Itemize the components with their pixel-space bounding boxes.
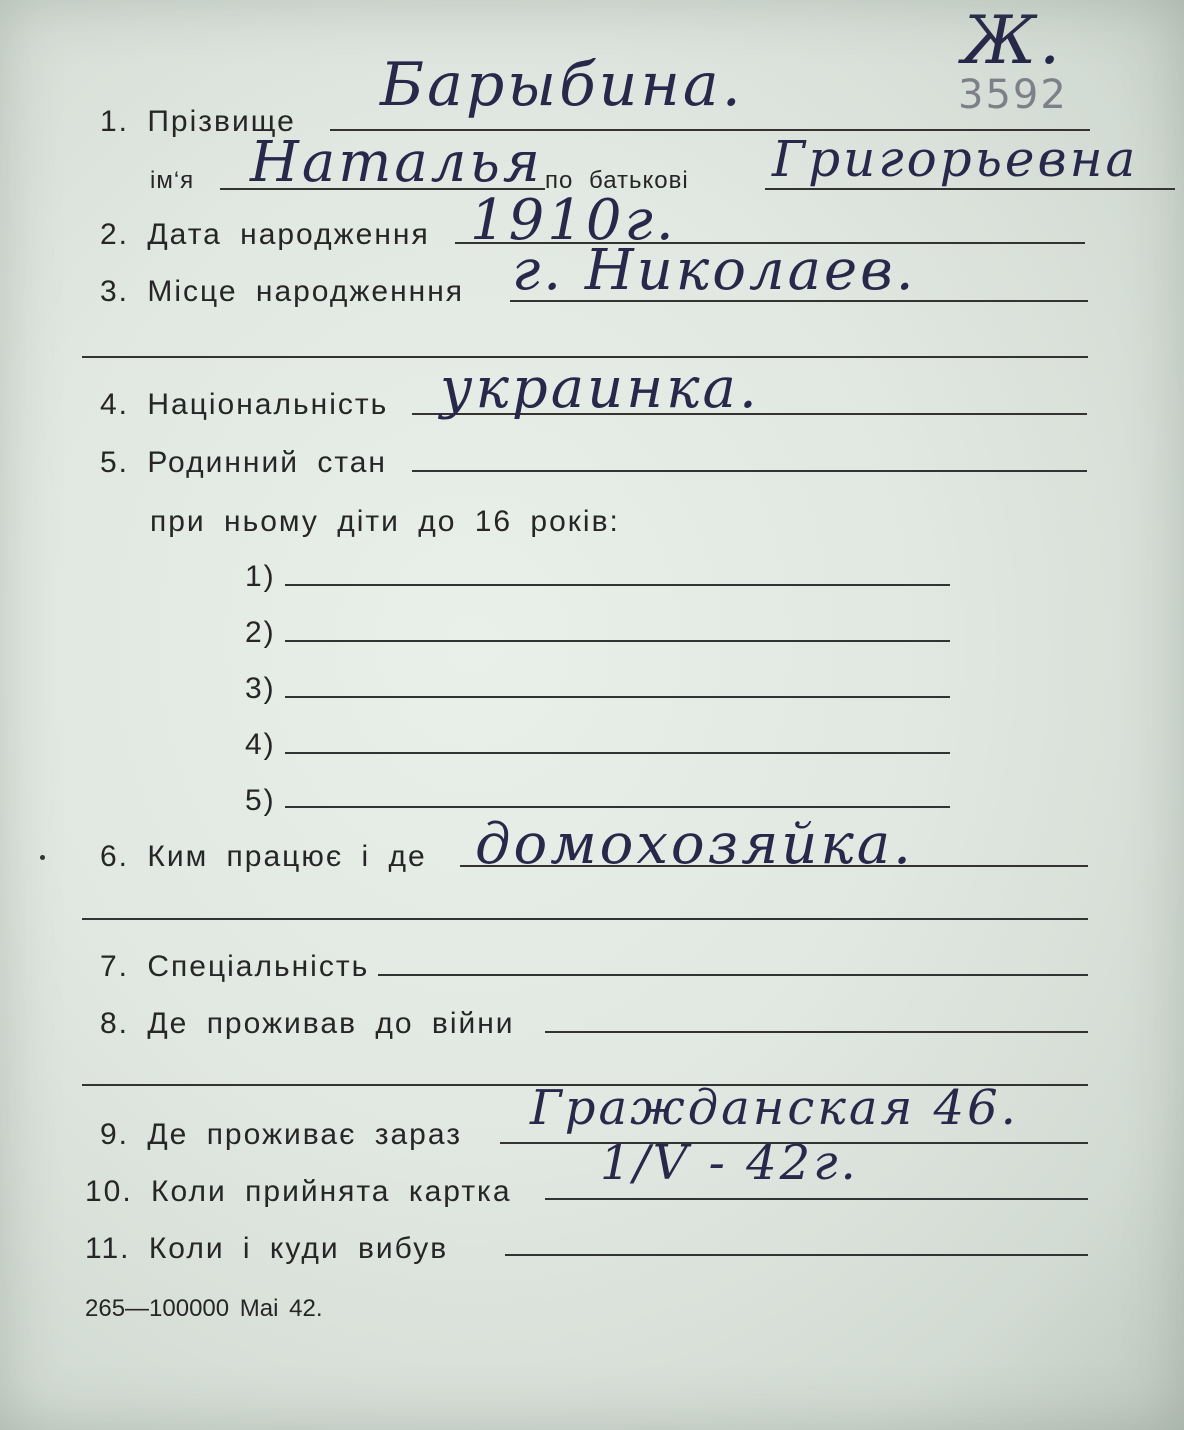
- margin-dot: [40, 855, 45, 860]
- occupation-continuation-line: [82, 918, 1088, 920]
- child-5-label: 5): [245, 784, 276, 817]
- child-4-line: [285, 752, 950, 754]
- card-accepted-line: [545, 1198, 1088, 1200]
- birth-date-label: 2. Дата народження: [100, 218, 430, 251]
- current-residence-value: Гражданская 46.: [530, 1080, 1019, 1136]
- corner-letter-mark: Ж.: [962, 2, 1064, 79]
- prewar-residence-label: 8. Де проживав до війни: [100, 1007, 515, 1040]
- name-label: ім‘я: [150, 167, 195, 194]
- card-accepted-label: 10. Коли прийнята картка: [85, 1175, 512, 1208]
- child-2-line: [285, 640, 950, 642]
- child-1-line: [285, 584, 950, 586]
- occupation-value: домохозяйка.: [475, 812, 914, 877]
- print-code: 265—100000 Mai 42.: [85, 1295, 323, 1322]
- birth-place-value: г. Николаев.: [512, 238, 917, 303]
- birth-date-value: 1910г.: [470, 188, 677, 253]
- family-status-label: 5. Родинний стан: [100, 446, 387, 479]
- child-1-label: 1): [245, 560, 276, 593]
- nationality-label: 4. Національність: [100, 388, 389, 421]
- surname-value: Барыбина.: [380, 50, 744, 120]
- card-accepted-value: 1/V - 42г.: [600, 1135, 859, 1191]
- children-label: при ньому діти до 16 років:: [150, 505, 620, 538]
- child-3-label: 3): [245, 672, 276, 705]
- occupation-label: 6. Ким працює і де: [100, 840, 427, 873]
- birth-place-label: 3. Місце народженння: [100, 275, 465, 308]
- child-2-label: 2): [245, 616, 276, 649]
- name-value: Наталья: [250, 130, 543, 195]
- patronymic-label: по батькові: [545, 167, 689, 194]
- current-residence-label: 9. Де проживає зараз: [100, 1118, 462, 1151]
- corner-pencil-number: 3592: [958, 72, 1068, 118]
- patronymic-value: Григорьевна: [772, 130, 1139, 188]
- nationality-value: украинка.: [440, 356, 760, 421]
- departed-line: [505, 1254, 1088, 1256]
- patronymic-line: [765, 188, 1175, 190]
- specialty-line: [378, 974, 1088, 976]
- surname-label: 1. Прізвище: [100, 105, 296, 138]
- child-5-line: [285, 806, 950, 808]
- child-4-label: 4): [245, 728, 276, 761]
- child-3-line: [285, 696, 950, 698]
- specialty-label: 7. Спеціальність: [100, 950, 370, 983]
- departed-label: 11. Коли і куди вибув: [85, 1232, 449, 1265]
- prewar-residence-line: [545, 1031, 1088, 1033]
- family-status-line: [412, 470, 1087, 472]
